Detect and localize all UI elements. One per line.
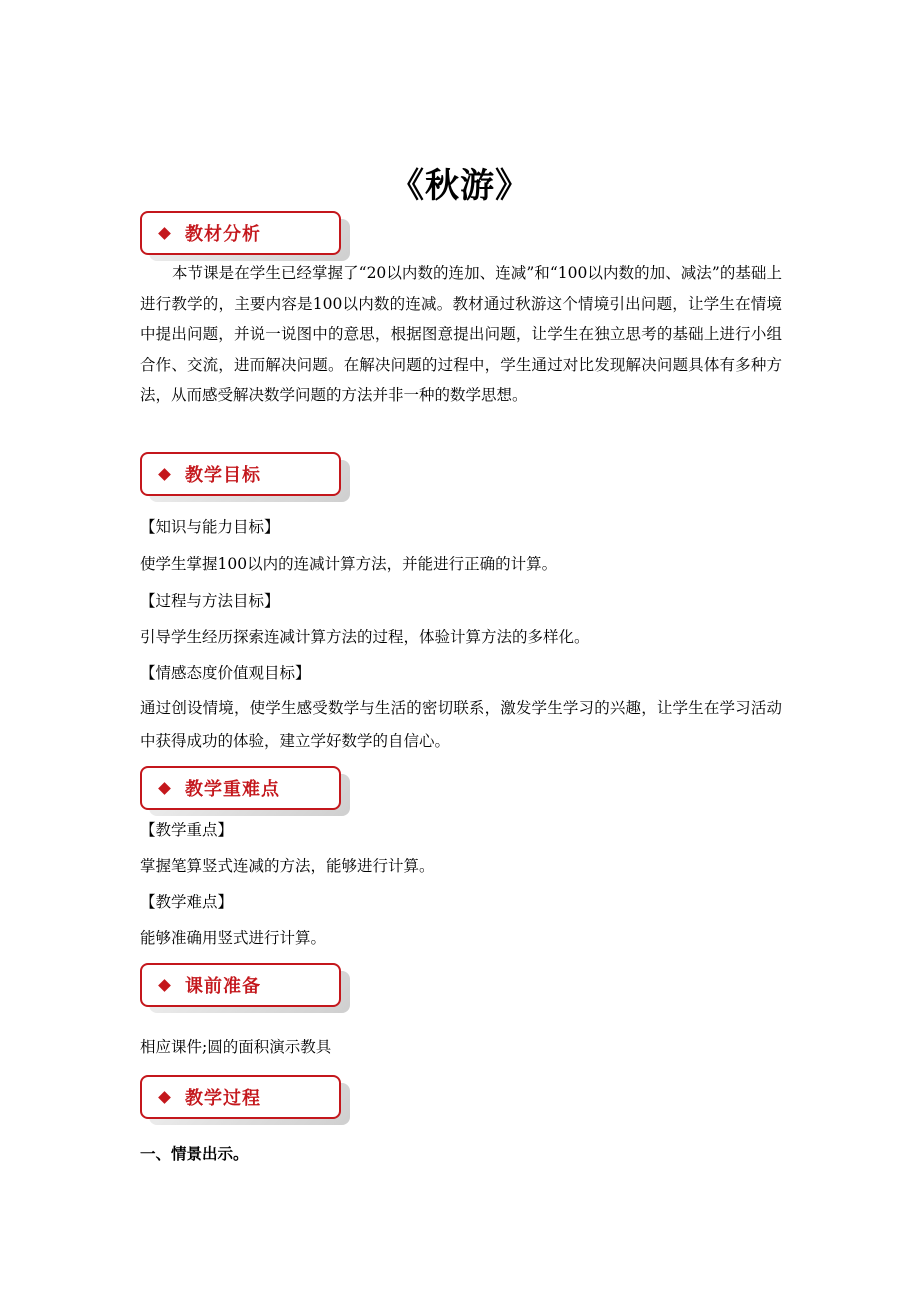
diamond-icon (158, 227, 171, 240)
emotion-goal-label: 【情感态度价值观目标】 (140, 664, 311, 682)
key-point-text: 掌握笔算竖式连减的方法，能够进行计算。 (140, 857, 435, 875)
section-heading-label: 教材分析 (185, 224, 261, 245)
diamond-icon (158, 1091, 171, 1104)
section-heading-key-points (140, 766, 341, 808)
section-heading-analysis (140, 211, 341, 253)
heading-box (140, 963, 341, 1007)
knowledge-goal-label: 【知识与能力目标】 (140, 518, 280, 536)
knowledge-goal-text: 使学生掌握100以内的连减计算方法，并能进行正确的计算。 (140, 555, 558, 573)
section-heading-label: 教学重难点 (185, 779, 280, 800)
section-heading-label: 课前准备 (185, 976, 261, 997)
heading-box (140, 1075, 341, 1119)
key-point-label: 【教学重点】 (140, 821, 234, 839)
process-goal-label: 【过程与方法目标】 (140, 592, 280, 610)
process-step-1: 一、情景出示。 (140, 1145, 249, 1163)
difficulty-text: 能够准确用竖式进行计算。 (140, 929, 327, 947)
page-title: 《秋游》 (390, 166, 530, 206)
section-heading-preparation (140, 963, 341, 1005)
diamond-icon (158, 979, 171, 992)
heading-box (140, 452, 341, 496)
diamond-icon (158, 468, 171, 481)
diamond-icon (158, 782, 171, 795)
difficulty-label: 【教学难点】 (140, 893, 234, 911)
analysis-paragraph: 本节课是在学生已经掌握了“20以内数的连加、连减”和“100以内数的加、减法”的基础上进行教学的，主要内容是100以内数的连减。教材通过秋游这个情境引出问题，让学生在情境中提出问题，并说一说图中的意思，根据图意提出问题，让学生在独立思考的基础上进行小组合作、交流，进而解决问题。在解决问题的过程中，学生通过对比发现解决问题具体有多种方法，从而感受解决数学问题的方法并非一种的数学思想。 (140, 264, 782, 404)
heading-box (140, 211, 341, 255)
heading-box (140, 766, 341, 810)
emotion-goal-text: 通过创设情境，使学生感受数学与生活的密切联系，激发学生学习的兴趣，让学生在学习活动中获得成功的体验，建立学好数学的自信心。 (140, 699, 782, 750)
preparation-text: 相应课件;圆的面积演示教具 (140, 1038, 332, 1056)
section-heading-label: 教学目标 (185, 465, 261, 486)
section-heading-process (140, 1075, 341, 1117)
process-goal-text: 引导学生经历探索连减计算方法的过程，体验计算方法的多样化。 (140, 628, 590, 646)
section-heading-goals (140, 452, 341, 494)
section-heading-label: 教学过程 (185, 1088, 261, 1109)
